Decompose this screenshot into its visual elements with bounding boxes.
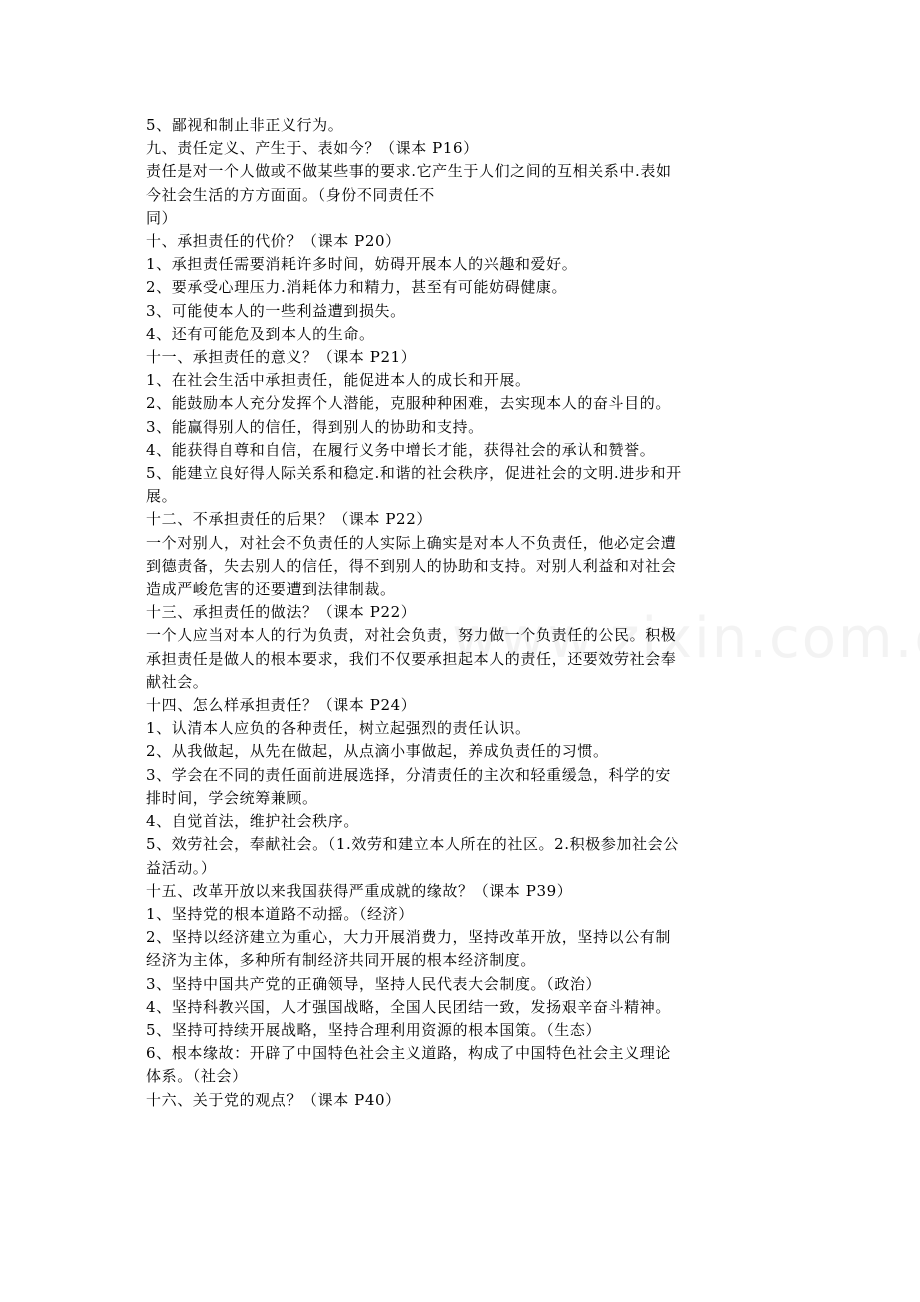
text-line: 3、可能使本人的一些利益遭到损失。 bbox=[146, 301, 406, 320]
section-heading: 九、责任定义、产生于、表如今？（课本 P16） bbox=[146, 139, 479, 158]
watermark bbox=[452, 606, 920, 671]
text-line: 5、坚持可持续开展战略，坚持合理利用资源的根本国策。（生态） bbox=[146, 1020, 602, 1039]
text-line: 2、从我做起，从先在做起，从点滴小事做起，养成负责任的习惯。 bbox=[146, 742, 609, 761]
text-line: 今社会生活的方方面面。（身份不同责任不 bbox=[146, 185, 435, 204]
section-heading: 十五、改革开放以来我国获得严重成就的缘故？（课本 P39） bbox=[146, 881, 573, 900]
text-line: 经济为主体，多种所有制经济共同开展的根本经济制度。 bbox=[146, 951, 537, 970]
text-line: 3、学会在不同的责任面前进展选择，分清责任的主次和轻重缓急，科学的安 bbox=[146, 765, 671, 784]
section-heading: 十四、怎么样承担责任？（课本 P24） bbox=[146, 696, 417, 715]
text-line: 体系。（社会） bbox=[146, 1067, 248, 1086]
text-line: 1、在社会生活中承担责任，能促进本人的成长和开展。 bbox=[146, 371, 531, 390]
text-line: 5、能建立良好得人际关系和稳定.和谐的社会秩序，促进社会的文明.进步和开 bbox=[146, 464, 682, 483]
section-heading: 十三、承担责任的做法？（课本 P22） bbox=[146, 603, 417, 622]
text-line: 到德责备，失去别人的信任，得不到别人的协助和支持。对别人利益和对社会 bbox=[146, 556, 677, 575]
text-line: 1、认清本人应负的各种责任，树立起强烈的责任认识。 bbox=[146, 719, 531, 738]
text-line: 同） bbox=[146, 208, 178, 227]
text-line: 4、能获得自尊和自信，在履行义务中增长才能，获得社会的承认和赞誉。 bbox=[146, 440, 656, 459]
text-line: 2、能鼓励本人充分发挥个人潜能，克服种种困难，去实现本人的奋斗目的。 bbox=[146, 394, 671, 413]
text-line: 展。 bbox=[146, 487, 178, 506]
text-line: 1、坚持党的根本道路不动摇。（经济） bbox=[146, 904, 414, 923]
text-line: 责任是对一个人做或不做某些事的要求.它产生于人们之间的互相关系中.表如 bbox=[146, 162, 672, 181]
text-line: 益活动。） bbox=[146, 858, 217, 877]
text-line: 造成严峻危害的还要遭到法律制裁。 bbox=[146, 580, 396, 599]
section-heading: 十一、承担责任的意义？（课本 P21） bbox=[146, 348, 417, 367]
text-line: 2、要承受心理压力.消耗体力和精力，甚至有可能妨碍健康。 bbox=[146, 278, 568, 297]
text-line: 献社会。 bbox=[146, 672, 209, 691]
text-line: 承担责任是做人的根本要求，我们不仅要承担起本人的责任，还要效劳社会奉 bbox=[146, 649, 677, 668]
text-line: 3、能赢得别人的信任，得到别人的协助和支持。 bbox=[146, 417, 484, 436]
text-line: 2、坚持以经济建立为重心，大力开展消费力，坚持改革开放，坚持以公有制 bbox=[146, 928, 671, 947]
section-heading: 十二、不承担责任的后果？（课本 P22） bbox=[146, 510, 432, 529]
text-line: 排时间，学会统筹兼顾。 bbox=[146, 788, 318, 807]
text-line: 6、根本缘故：开辟了中国特色社会主义道路，构成了中国特色社会主义理论 bbox=[146, 1044, 671, 1063]
text-line: 1、承担责任需要消耗许多时间，妨碍开展本人的兴趣和爱好。 bbox=[146, 255, 578, 274]
text-line: 4、坚持科教兴国，人才强国战略，全国人民团结一致，发扬艰辛奋斗精神。 bbox=[146, 997, 671, 1016]
text-line: 一个对别人，对社会不负责任的人实际上确实是对本人不负责任，他必定会遭 bbox=[146, 533, 677, 552]
text-line: 3、坚持中国共产党的正确领导，坚持人民代表大会制度。（政治） bbox=[146, 974, 602, 993]
section-heading: 十、承担责任的代价？（课本 P20） bbox=[146, 232, 401, 251]
text-line: 5、鄙视和制止非正义行为。 bbox=[146, 116, 344, 134]
text-line: 5、效劳社会，奉献社会。（1.效劳和建立本人所在的社区。2.积极参加社会公 bbox=[146, 835, 679, 854]
text-line: 4、自觉首法，维护社会秩序。 bbox=[146, 812, 359, 831]
text-line: 一个人应当对本人的行为负责，对社会负责，努力做一个负责任的公民。积极 bbox=[146, 626, 677, 645]
section-heading: 十六、关于党的观点？（课本 P40） bbox=[146, 1090, 401, 1109]
text-line: 4、还有可能危及到本人的生命。 bbox=[146, 324, 375, 343]
